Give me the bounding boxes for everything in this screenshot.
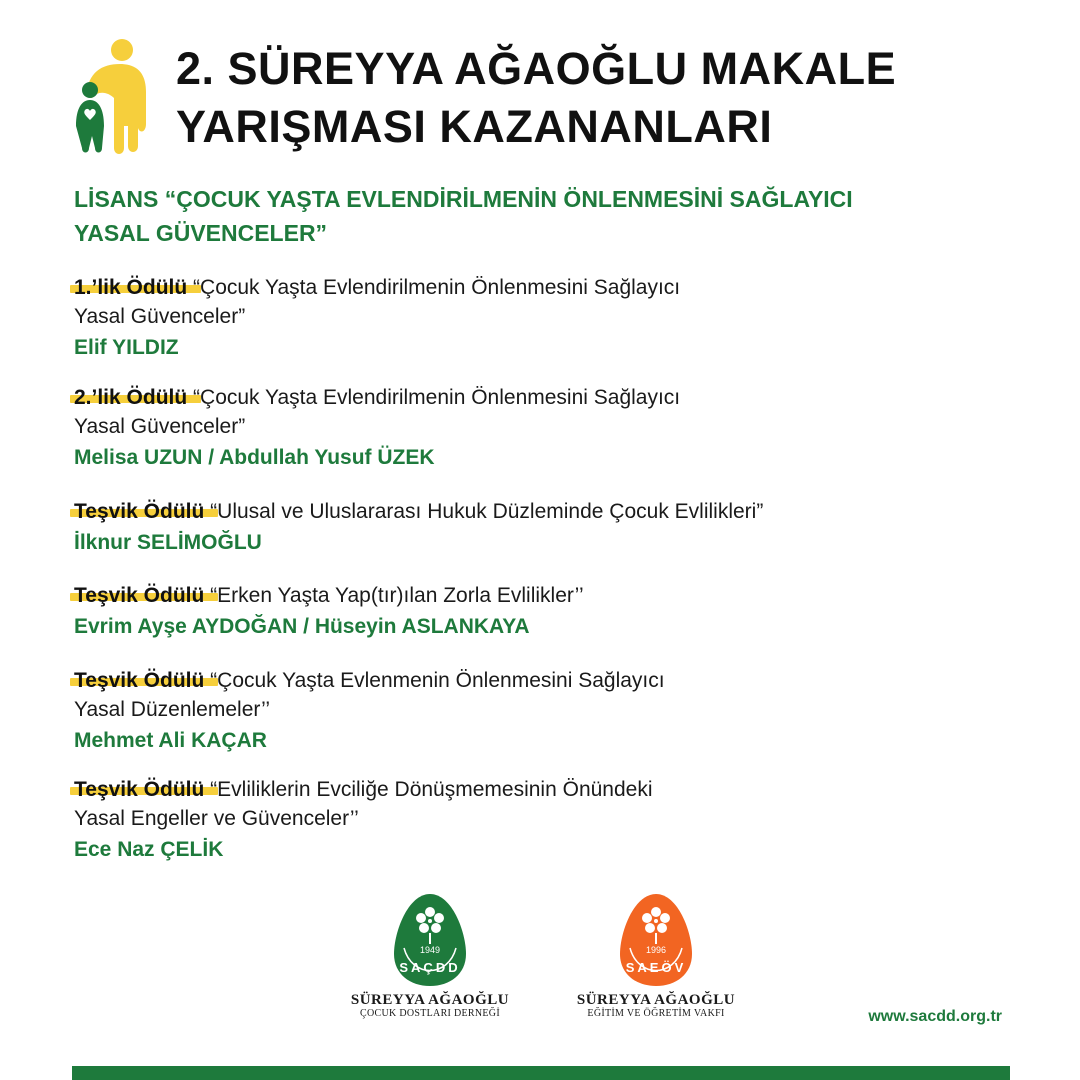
award-paper-line: [74, 497, 954, 526]
award-label: 1.’lik Ödülü: [74, 273, 187, 302]
saeov-year: 1996: [645, 945, 667, 955]
sacdd-letters: SAÇDD: [399, 960, 461, 975]
paper-title-cont: Yasal Düzenlemeler’’: [74, 698, 271, 721]
award-paper-line: [74, 666, 954, 695]
org-subtitle: ÇOCUK DOSTLARI DERNEĞİ: [360, 1008, 500, 1019]
award-item: [74, 581, 954, 642]
page-title: [176, 40, 1056, 156]
paper-title: “Çocuk Yaşta Evlendirilmenin Önlenmesini Sağlayıcı: [193, 276, 681, 299]
family-logo-icon: [68, 36, 152, 156]
award-paper-line: [74, 383, 954, 412]
award-item: [74, 497, 954, 558]
winner-name: Mehmet Ali KAÇAR: [74, 729, 267, 752]
award-item: [74, 775, 954, 865]
org-saeov: [556, 892, 756, 1020]
award-label: 2.’lik Ödülü: [74, 383, 187, 412]
winner-name: Evrim Ayşe AYDOĞAN / Hüseyin ASLANKAYA: [74, 615, 530, 638]
award-paper-line: [74, 273, 954, 302]
paper-title: “Erken Yaşta Yap(tır)ılan Zorla Evlilikler’’: [210, 584, 584, 607]
award-item: [74, 666, 954, 756]
org-name: SÜREYYA AĞAOĞLU: [350, 992, 510, 1008]
award-paper-line: [74, 581, 954, 610]
award-item: [74, 383, 954, 473]
title-line-2: YARIŞMASI KAZANANLARI: [176, 101, 773, 152]
bottom-bar: [72, 1066, 1010, 1080]
paper-title: “Ulusal ve Uluslararası Hukuk Düzleminde Çocuk Evlilikleri”: [210, 500, 764, 523]
org-subtitle: EĞİTİM VE ÖĞRETİM VAKFI: [587, 1008, 725, 1019]
winner-name: Melisa UZUN / Abdullah Yusuf ÜZEK: [74, 446, 435, 469]
website-link[interactable]: www.sacdd.org.tr: [868, 1008, 1002, 1025]
award-paper-line: [74, 775, 954, 804]
saeov-letters: SAEÖV: [625, 960, 687, 975]
winner-name: İlknur SELİMOĞLU: [74, 531, 262, 554]
award-label: Teşvik Ödülü: [74, 581, 204, 610]
section-title-line-1: LİSANS “ÇOCUK YAŞTA EVLENDİRİLMENİN ÖNLENMESİNİ SAĞLAYICI: [74, 186, 853, 212]
paper-title: “Evliliklerin Evciliğe Dönüşmemesinin Önündeki: [210, 778, 653, 801]
sacdd-year: 1949: [419, 945, 441, 955]
award-label: Teşvik Ödülü: [74, 497, 204, 526]
award-label: Teşvik Ödülü: [74, 775, 204, 804]
section-title-line-2: YASAL GÜVENCELER”: [74, 220, 328, 246]
winner-name: Elif YILDIZ: [74, 336, 179, 359]
sacdd-logo-icon: [392, 892, 468, 988]
organization-logos: [330, 892, 770, 1042]
org-name: SÜREYYA AĞAOĞLU: [576, 992, 736, 1008]
saeov-logo-icon: [618, 892, 694, 988]
org-sacdd: [330, 892, 530, 1020]
paper-title-cont: Yasal Engeller ve Güvenceler’’: [74, 807, 359, 830]
paper-title-cont: Yasal Güvenceler”: [74, 305, 246, 328]
section-title: [74, 182, 974, 250]
paper-title: “Çocuk Yaşta Evlenmenin Önlenmesini Sağlayıcı: [210, 669, 665, 692]
paper-title-cont: Yasal Güvenceler”: [74, 415, 246, 438]
award-item: [74, 273, 954, 363]
winner-name: Ece Naz ÇELİK: [74, 838, 224, 861]
paper-title: “Çocuk Yaşta Evlendirilmenin Önlenmesini Sağlayıcı: [193, 386, 681, 409]
title-line-1: 2. SÜREYYA AĞAOĞLU MAKALE: [176, 43, 897, 94]
award-label: Teşvik Ödülü: [74, 666, 204, 695]
